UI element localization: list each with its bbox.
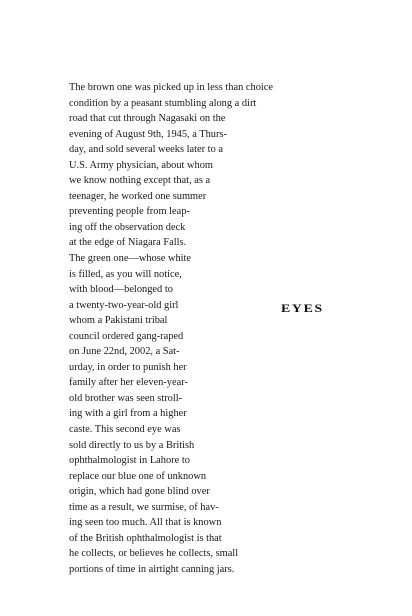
text-line: The brown one was picked up in less than choice: [69, 82, 274, 93]
text-line: day, and sold several weeks later to a: [69, 144, 223, 156]
text-line: ing seen too much. All that is known: [69, 517, 222, 529]
text-line: on June 22nd, 2002, a Sat-: [69, 346, 180, 358]
text-line: road that cut through Nagasaki on the: [69, 113, 226, 125]
text-line: condition by a peasant stumbling along a dirt: [69, 97, 257, 109]
text-line: caste. This second eye was: [69, 424, 181, 436]
text-line: we know nothing except that, as a: [69, 175, 211, 187]
text-line: of the British ophthalmologist is that: [69, 532, 222, 544]
side-title: EYES: [281, 301, 324, 315]
text-line: origin, which had gone blind over: [69, 486, 210, 498]
poem-text: [69, 80, 273, 578]
text-line: is filled, as you will notice,: [69, 268, 182, 280]
text-line: The green one—whose white: [69, 253, 192, 265]
text-line: replace our blue one of unknown: [69, 470, 207, 482]
text-line: with blood—belonged to: [69, 284, 173, 296]
text-line: sold directly to us by a British: [69, 439, 195, 451]
text-line: time as a result, we surmise, of hav-: [69, 501, 219, 513]
text-line: U.S. Army physician, about whom: [69, 159, 214, 171]
text-line: he collects, or believes he collects, small: [69, 548, 239, 560]
text-line: family after her eleven-year-: [69, 377, 188, 389]
text-line: old brother was seen stroll-: [69, 392, 183, 404]
text-line: teenager, he worked one summer: [69, 190, 207, 202]
text-line: urday, in order to punish her: [69, 361, 187, 373]
text-line: a twenty-two-year-old girl: [69, 299, 179, 311]
text-line: portions of time in airtight canning jars.: [69, 563, 235, 575]
text-line: evening of August 9th, 1945, a Thurs-: [69, 128, 227, 140]
text-line: ophthalmologist in Lahore to: [69, 455, 190, 467]
text-line: at the edge of Niagara Falls.: [69, 237, 187, 249]
text-line: ing with a girl from a higher: [69, 408, 187, 420]
text-line: whom a Pakistani tribal: [69, 315, 168, 327]
text-line: preventing people from leap-: [69, 206, 190, 218]
text-line: ing off the observation deck: [69, 221, 186, 233]
text-line: council ordered gang-raped: [69, 330, 184, 342]
